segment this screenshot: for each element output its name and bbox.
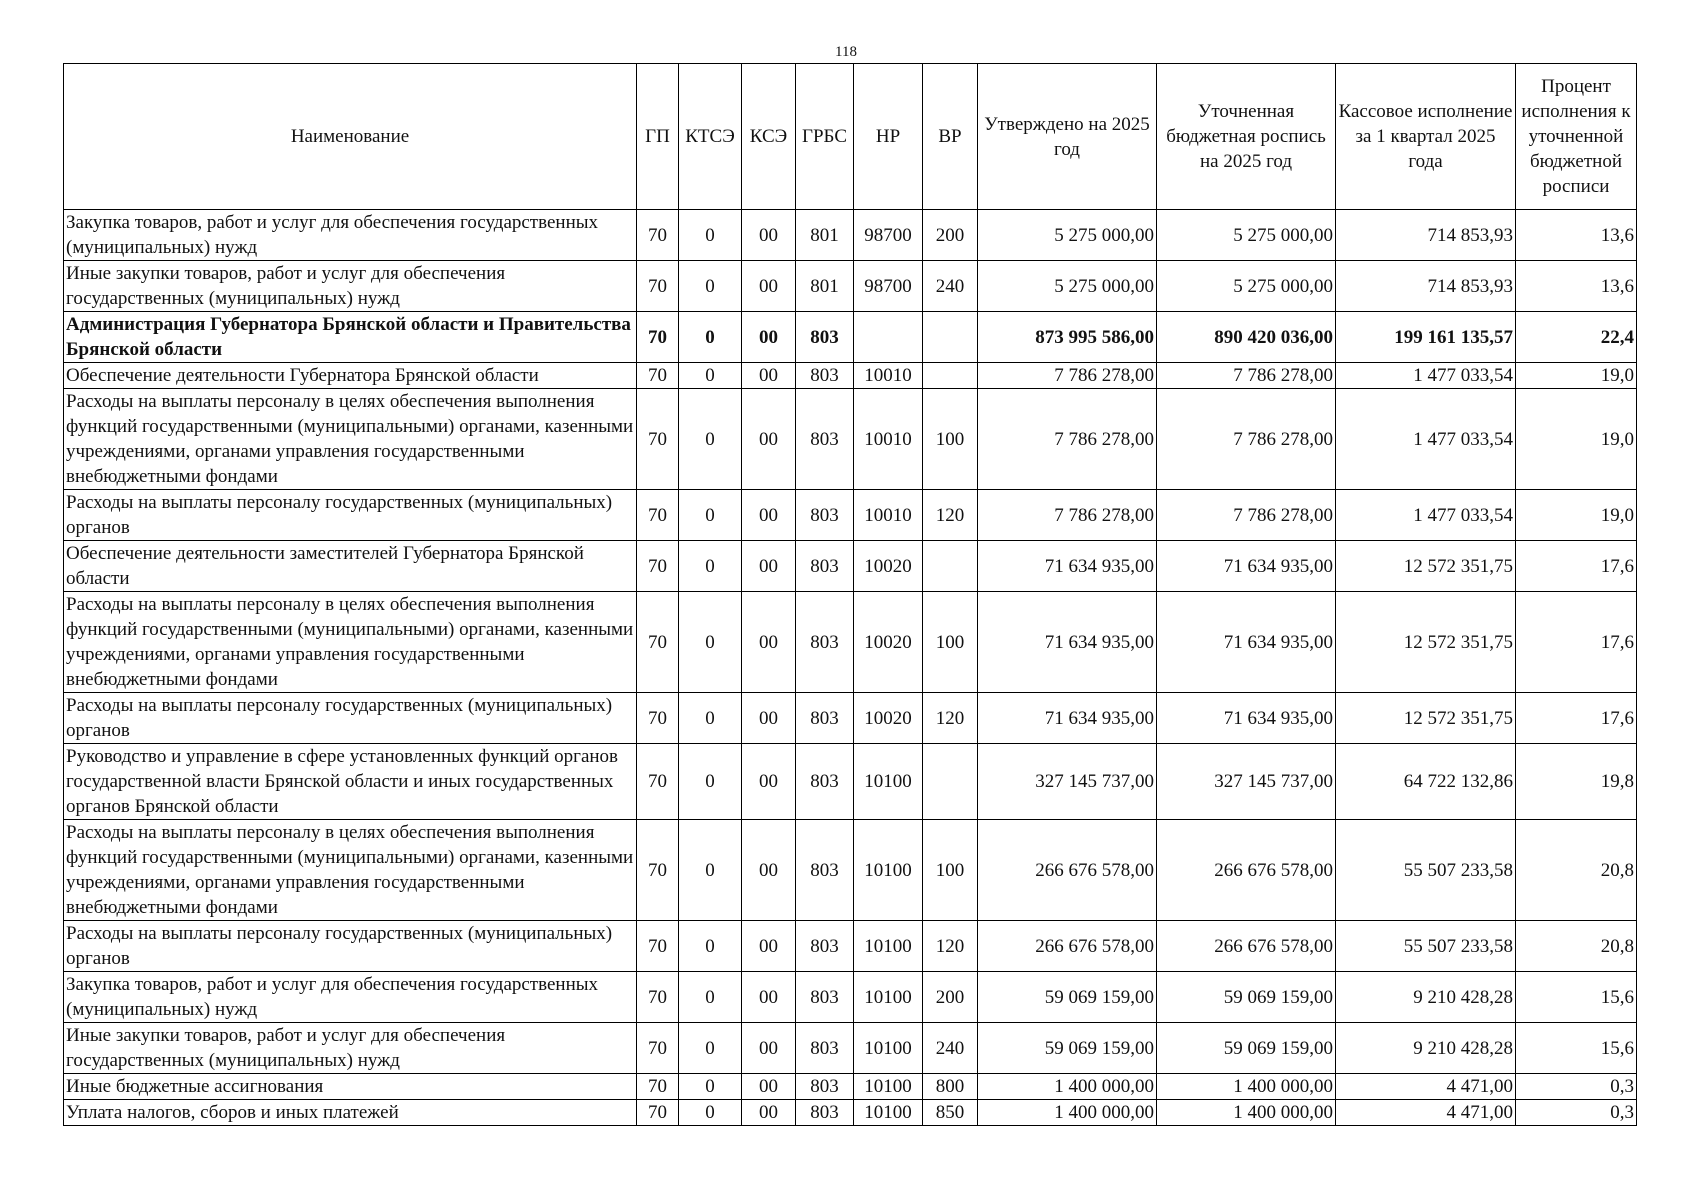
cell-percent: 19,0	[1516, 363, 1637, 389]
cell-vr: 800	[923, 1074, 978, 1100]
cell-gp: 70	[637, 820, 679, 921]
cell-percent: 15,6	[1516, 1023, 1637, 1074]
cell-gp: 70	[637, 363, 679, 389]
col-header-percent: Процент исполнения к уточненной бюджетной росписи	[1516, 64, 1637, 210]
cell-nr: 10010	[854, 363, 923, 389]
col-header-ktse: КТСЭ	[679, 64, 742, 210]
table-row	[64, 744, 1637, 820]
cell-cash: 12 572 351,75	[1336, 541, 1516, 592]
cell-approved: 71 634 935,00	[978, 693, 1157, 744]
cell-name: Администрация Губернатора Брянской области и Правительства Брянской области	[64, 312, 637, 363]
cell-refined: 7 786 278,00	[1157, 389, 1336, 490]
cell-refined: 1 400 000,00	[1157, 1100, 1336, 1126]
col-header-vr: ВР	[923, 64, 978, 210]
cell-vr: 240	[923, 1023, 978, 1074]
cell-nr: 10100	[854, 1100, 923, 1126]
cell-percent: 19,8	[1516, 744, 1637, 820]
cell-kse: 00	[742, 210, 796, 261]
table-row	[64, 1100, 1637, 1126]
cell-vr: 200	[923, 972, 978, 1023]
table-row	[64, 389, 1637, 490]
cell-refined: 7 786 278,00	[1157, 490, 1336, 541]
cell-kse: 00	[742, 490, 796, 541]
cell-ktse: 0	[679, 312, 742, 363]
cell-name: Руководство и управление в сфере установленных функций органов государственной власти Брянской области и иных государственных органов Брянской области	[64, 744, 637, 820]
cell-cash: 1 477 033,54	[1336, 363, 1516, 389]
col-header-approved: Утверждено на 2025 год	[978, 64, 1157, 210]
col-header-cash: Кассовое исполнение за 1 квартал 2025 года	[1336, 64, 1516, 210]
cell-approved: 327 145 737,00	[978, 744, 1157, 820]
cell-ktse: 0	[679, 261, 742, 312]
cell-grbs: 803	[796, 1074, 854, 1100]
cell-approved: 59 069 159,00	[978, 1023, 1157, 1074]
cell-approved: 71 634 935,00	[978, 541, 1157, 592]
cell-kse: 00	[742, 972, 796, 1023]
cell-grbs: 803	[796, 820, 854, 921]
cell-nr: 10100	[854, 820, 923, 921]
cell-gp: 70	[637, 972, 679, 1023]
cell-ktse: 0	[679, 921, 742, 972]
table-row	[64, 972, 1637, 1023]
header-row	[64, 64, 1637, 210]
cell-nr: 10020	[854, 693, 923, 744]
cell-percent: 0,3	[1516, 1074, 1637, 1100]
cell-percent: 20,8	[1516, 820, 1637, 921]
cell-name: Расходы на выплаты персоналу государственных (муниципальных) органов	[64, 490, 637, 541]
cell-grbs: 803	[796, 693, 854, 744]
cell-vr: 100	[923, 592, 978, 693]
table-row	[64, 921, 1637, 972]
table-row	[64, 541, 1637, 592]
cell-nr: 10020	[854, 541, 923, 592]
cell-ktse: 0	[679, 972, 742, 1023]
cell-ktse: 0	[679, 1023, 742, 1074]
cell-name: Расходы на выплаты персоналу государственных (муниципальных) органов	[64, 921, 637, 972]
cell-kse: 00	[742, 261, 796, 312]
cell-approved: 7 786 278,00	[978, 490, 1157, 541]
cell-approved: 266 676 578,00	[978, 820, 1157, 921]
cell-gp: 70	[637, 210, 679, 261]
table-row	[64, 820, 1637, 921]
cell-percent: 17,6	[1516, 541, 1637, 592]
cell-kse: 00	[742, 1100, 796, 1126]
cell-name: Закупка товаров, работ и услуг для обеспечения государственных (муниципальных) нужд	[64, 210, 637, 261]
cell-refined: 71 634 935,00	[1157, 541, 1336, 592]
cell-grbs: 803	[796, 1023, 854, 1074]
cell-cash: 1 477 033,54	[1336, 389, 1516, 490]
cell-ktse: 0	[679, 389, 742, 490]
cell-vr	[923, 312, 978, 363]
cell-gp: 70	[637, 541, 679, 592]
cell-refined: 5 275 000,00	[1157, 261, 1336, 312]
cell-approved: 7 786 278,00	[978, 389, 1157, 490]
cell-approved: 5 275 000,00	[978, 261, 1157, 312]
cell-percent: 19,0	[1516, 389, 1637, 490]
cell-name: Иные закупки товаров, работ и услуг для обеспечения государственных (муниципальных) нужд	[64, 261, 637, 312]
cell-name: Иные закупки товаров, работ и услуг для обеспечения государственных (муниципальных) нужд	[64, 1023, 637, 1074]
cell-grbs: 803	[796, 921, 854, 972]
cell-kse: 00	[742, 363, 796, 389]
cell-name: Уплата налогов, сборов и иных платежей	[64, 1100, 637, 1126]
cell-gp: 70	[637, 261, 679, 312]
cell-approved: 71 634 935,00	[978, 592, 1157, 693]
cell-refined: 71 634 935,00	[1157, 592, 1336, 693]
cell-name: Расходы на выплаты персоналу в целях обеспечения выполнения функций государственными (муниципальными) органами, казенными учреждениями, органами управления государственными внебюджетными фондами	[64, 820, 637, 921]
cell-nr: 10020	[854, 592, 923, 693]
cell-name: Обеспечение деятельности заместителей Губернатора Брянской области	[64, 541, 637, 592]
cell-cash: 4 471,00	[1336, 1100, 1516, 1126]
cell-nr: 10100	[854, 744, 923, 820]
cell-gp: 70	[637, 490, 679, 541]
table-row	[64, 363, 1637, 389]
cell-approved: 873 995 586,00	[978, 312, 1157, 363]
cell-kse: 00	[742, 820, 796, 921]
col-header-grbs: ГРБС	[796, 64, 854, 210]
cell-ktse: 0	[679, 1100, 742, 1126]
cell-vr: 120	[923, 921, 978, 972]
cell-grbs: 803	[796, 490, 854, 541]
cell-cash: 12 572 351,75	[1336, 693, 1516, 744]
cell-vr: 100	[923, 389, 978, 490]
cell-cash: 9 210 428,28	[1336, 1023, 1516, 1074]
cell-kse: 00	[742, 592, 796, 693]
cell-cash: 55 507 233,58	[1336, 921, 1516, 972]
cell-grbs: 803	[796, 389, 854, 490]
cell-percent: 19,0	[1516, 490, 1637, 541]
cell-cash: 1 477 033,54	[1336, 490, 1516, 541]
table-row	[64, 312, 1637, 363]
cell-refined: 7 786 278,00	[1157, 363, 1336, 389]
cell-kse: 00	[742, 921, 796, 972]
cell-cash: 12 572 351,75	[1336, 592, 1516, 693]
cell-nr: 10010	[854, 389, 923, 490]
cell-nr	[854, 312, 923, 363]
cell-cash: 714 853,93	[1336, 261, 1516, 312]
cell-nr: 10100	[854, 972, 923, 1023]
cell-nr: 10100	[854, 921, 923, 972]
cell-ktse: 0	[679, 1074, 742, 1100]
cell-percent: 15,6	[1516, 972, 1637, 1023]
cell-grbs: 803	[796, 744, 854, 820]
cell-approved: 5 275 000,00	[978, 210, 1157, 261]
budget-table	[63, 63, 1637, 1126]
cell-percent: 13,6	[1516, 210, 1637, 261]
cell-refined: 5 275 000,00	[1157, 210, 1336, 261]
cell-grbs: 801	[796, 210, 854, 261]
table-row	[64, 1074, 1637, 1100]
cell-approved: 1 400 000,00	[978, 1100, 1157, 1126]
cell-grbs: 803	[796, 972, 854, 1023]
col-header-gp: ГП	[637, 64, 679, 210]
cell-refined: 71 634 935,00	[1157, 693, 1336, 744]
cell-gp: 70	[637, 1023, 679, 1074]
cell-vr	[923, 363, 978, 389]
col-header-nr: НР	[854, 64, 923, 210]
table-row	[64, 490, 1637, 541]
cell-name: Расходы на выплаты персоналу в целях обеспечения выполнения функций государственными (муниципальными) органами, казенными учреждениями, органами управления государственными внебюджетными фондами	[64, 592, 637, 693]
cell-ktse: 0	[679, 363, 742, 389]
cell-gp: 70	[637, 1074, 679, 1100]
cell-name: Обеспечение деятельности Губернатора Брянской области	[64, 363, 637, 389]
cell-grbs: 803	[796, 1100, 854, 1126]
page-number: 118	[835, 44, 857, 60]
cell-gp: 70	[637, 312, 679, 363]
cell-approved: 266 676 578,00	[978, 921, 1157, 972]
cell-grbs: 803	[796, 363, 854, 389]
cell-ktse: 0	[679, 541, 742, 592]
cell-nr: 98700	[854, 210, 923, 261]
cell-percent: 20,8	[1516, 921, 1637, 972]
cell-grbs: 803	[796, 592, 854, 693]
cell-vr	[923, 744, 978, 820]
cell-name: Расходы на выплаты персоналу в целях обеспечения выполнения функций государственными (муниципальными) органами, казенными учреждениями, органами управления государственными внебюджетными фондами	[64, 389, 637, 490]
cell-ktse: 0	[679, 693, 742, 744]
cell-approved: 59 069 159,00	[978, 972, 1157, 1023]
cell-kse: 00	[742, 693, 796, 744]
cell-name: Расходы на выплаты персоналу государственных (муниципальных) органов	[64, 693, 637, 744]
cell-gp: 70	[637, 921, 679, 972]
cell-vr: 120	[923, 490, 978, 541]
cell-vr: 100	[923, 820, 978, 921]
cell-gp: 70	[637, 693, 679, 744]
cell-grbs: 801	[796, 261, 854, 312]
cell-ktse: 0	[679, 592, 742, 693]
cell-percent: 17,6	[1516, 592, 1637, 693]
cell-kse: 00	[742, 744, 796, 820]
cell-vr: 120	[923, 693, 978, 744]
cell-percent: 22,4	[1516, 312, 1637, 363]
cell-approved: 1 400 000,00	[978, 1074, 1157, 1100]
cell-ktse: 0	[679, 210, 742, 261]
table-body	[64, 210, 1637, 1126]
cell-ktse: 0	[679, 744, 742, 820]
cell-cash: 199 161 135,57	[1336, 312, 1516, 363]
cell-refined: 59 069 159,00	[1157, 972, 1336, 1023]
cell-kse: 00	[742, 541, 796, 592]
cell-refined: 59 069 159,00	[1157, 1023, 1336, 1074]
cell-gp: 70	[637, 389, 679, 490]
cell-cash: 64 722 132,86	[1336, 744, 1516, 820]
table-row	[64, 693, 1637, 744]
cell-gp: 70	[637, 592, 679, 693]
cell-ktse: 0	[679, 490, 742, 541]
cell-percent: 0,3	[1516, 1100, 1637, 1126]
cell-percent: 13,6	[1516, 261, 1637, 312]
cell-refined: 327 145 737,00	[1157, 744, 1336, 820]
cell-refined: 890 420 036,00	[1157, 312, 1336, 363]
cell-nr: 98700	[854, 261, 923, 312]
cell-vr: 240	[923, 261, 978, 312]
cell-gp: 70	[637, 744, 679, 820]
cell-ktse: 0	[679, 820, 742, 921]
cell-kse: 00	[742, 1074, 796, 1100]
cell-vr: 200	[923, 210, 978, 261]
cell-nr: 10010	[854, 490, 923, 541]
col-header-kse: КСЭ	[742, 64, 796, 210]
cell-gp: 70	[637, 1100, 679, 1126]
cell-name: Закупка товаров, работ и услуг для обеспечения государственных (муниципальных) нужд	[64, 972, 637, 1023]
cell-cash: 4 471,00	[1336, 1074, 1516, 1100]
cell-refined: 266 676 578,00	[1157, 921, 1336, 972]
table-row	[64, 592, 1637, 693]
table-row	[64, 210, 1637, 261]
cell-vr	[923, 541, 978, 592]
cell-grbs: 803	[796, 541, 854, 592]
cell-kse: 00	[742, 389, 796, 490]
cell-cash: 9 210 428,28	[1336, 972, 1516, 1023]
cell-nr: 10100	[854, 1023, 923, 1074]
cell-cash: 714 853,93	[1336, 210, 1516, 261]
cell-grbs: 803	[796, 312, 854, 363]
table-row	[64, 1023, 1637, 1074]
cell-name: Иные бюджетные ассигнования	[64, 1074, 637, 1100]
cell-nr: 10100	[854, 1074, 923, 1100]
cell-refined: 266 676 578,00	[1157, 820, 1336, 921]
cell-kse: 00	[742, 312, 796, 363]
cell-vr: 850	[923, 1100, 978, 1126]
table-row	[64, 261, 1637, 312]
cell-approved: 7 786 278,00	[978, 363, 1157, 389]
cell-percent: 17,6	[1516, 693, 1637, 744]
col-header-name: Наименование	[64, 64, 637, 210]
cell-cash: 55 507 233,58	[1336, 820, 1516, 921]
cell-refined: 1 400 000,00	[1157, 1074, 1336, 1100]
cell-kse: 00	[742, 1023, 796, 1074]
col-header-refined: Уточненная бюджетная роспись на 2025 год	[1157, 64, 1336, 210]
